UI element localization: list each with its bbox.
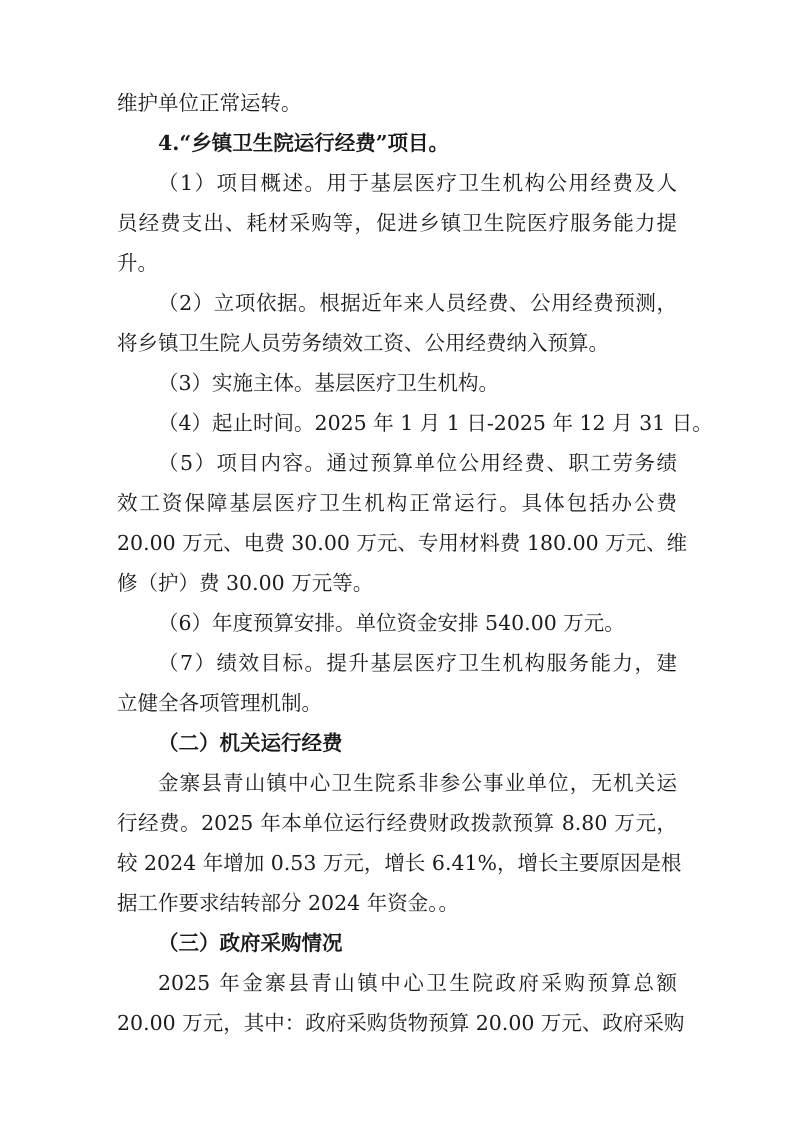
text-line: 将乡镇卫生院人员劳务绩效工资、公用经费纳入预算。	[117, 331, 609, 355]
text-line: 金寨县青山镇中心卫生院系非参公事业单位，无机关运	[158, 771, 677, 795]
text-line: 据工作要求结转部分 2024 年资金。。	[117, 891, 459, 915]
text-line: 2025 年金寨县青山镇中心卫生院政府采购预算总额	[158, 971, 677, 995]
text-line: （1）项目概述。用于基层医疗卫生机构公用经费及人	[158, 171, 677, 195]
text-line: 维护单位正常运转。	[117, 91, 302, 115]
text-line: 20.00 万元，其中：政府采购货物预算 20.00 万元、政府采购	[117, 1011, 685, 1035]
text-line: 修（护）费 30.00 万元等。	[117, 571, 374, 595]
text-line: （5）项目内容。通过预算单位公用经费、职工劳务绩	[158, 451, 677, 475]
section-heading: （三）政府采购情况	[158, 931, 343, 955]
text-line: 员经费支出、耗材采购等，促进乡镇卫生院医疗服务能力提	[117, 211, 677, 235]
text-line: 效工资保障基层医疗卫生机构正常运行。具体包括办公费	[117, 491, 677, 515]
section-heading: （二）机关运行经费	[158, 731, 343, 755]
text-line: （3）实施主体。基层医疗卫生机构。	[158, 371, 500, 395]
text-line: 立健全各项管理机制。	[117, 691, 322, 715]
text-line: （6）年度预算安排。单位资金安排 540.00 万元。	[158, 611, 625, 635]
text-line: 升。	[117, 251, 158, 275]
section-heading: 4.“乡镇卫生院运行经费”项目。	[158, 131, 449, 155]
text-line: （2）立项依据。根据近年来人员经费、公用经费预测，	[158, 291, 677, 315]
text-line: （7）绩效目标。提升基层医疗卫生机构服务能力，建	[158, 651, 677, 675]
text-line: 20.00 万元、电费 30.00 万元、专用材料费 180.00 万元、维	[117, 531, 688, 555]
text-line: 较 2024 年增加 0.53 万元，增长 6.41%，增长主要原因是根	[117, 851, 682, 875]
text-line: （4）起止时间。2025 年 1 月 1 日-2025 年 12 月 31 日。	[158, 411, 713, 435]
text-line: 行经费。2025 年本单位运行经费财政拨款预算 8.80 万元，	[117, 811, 677, 835]
